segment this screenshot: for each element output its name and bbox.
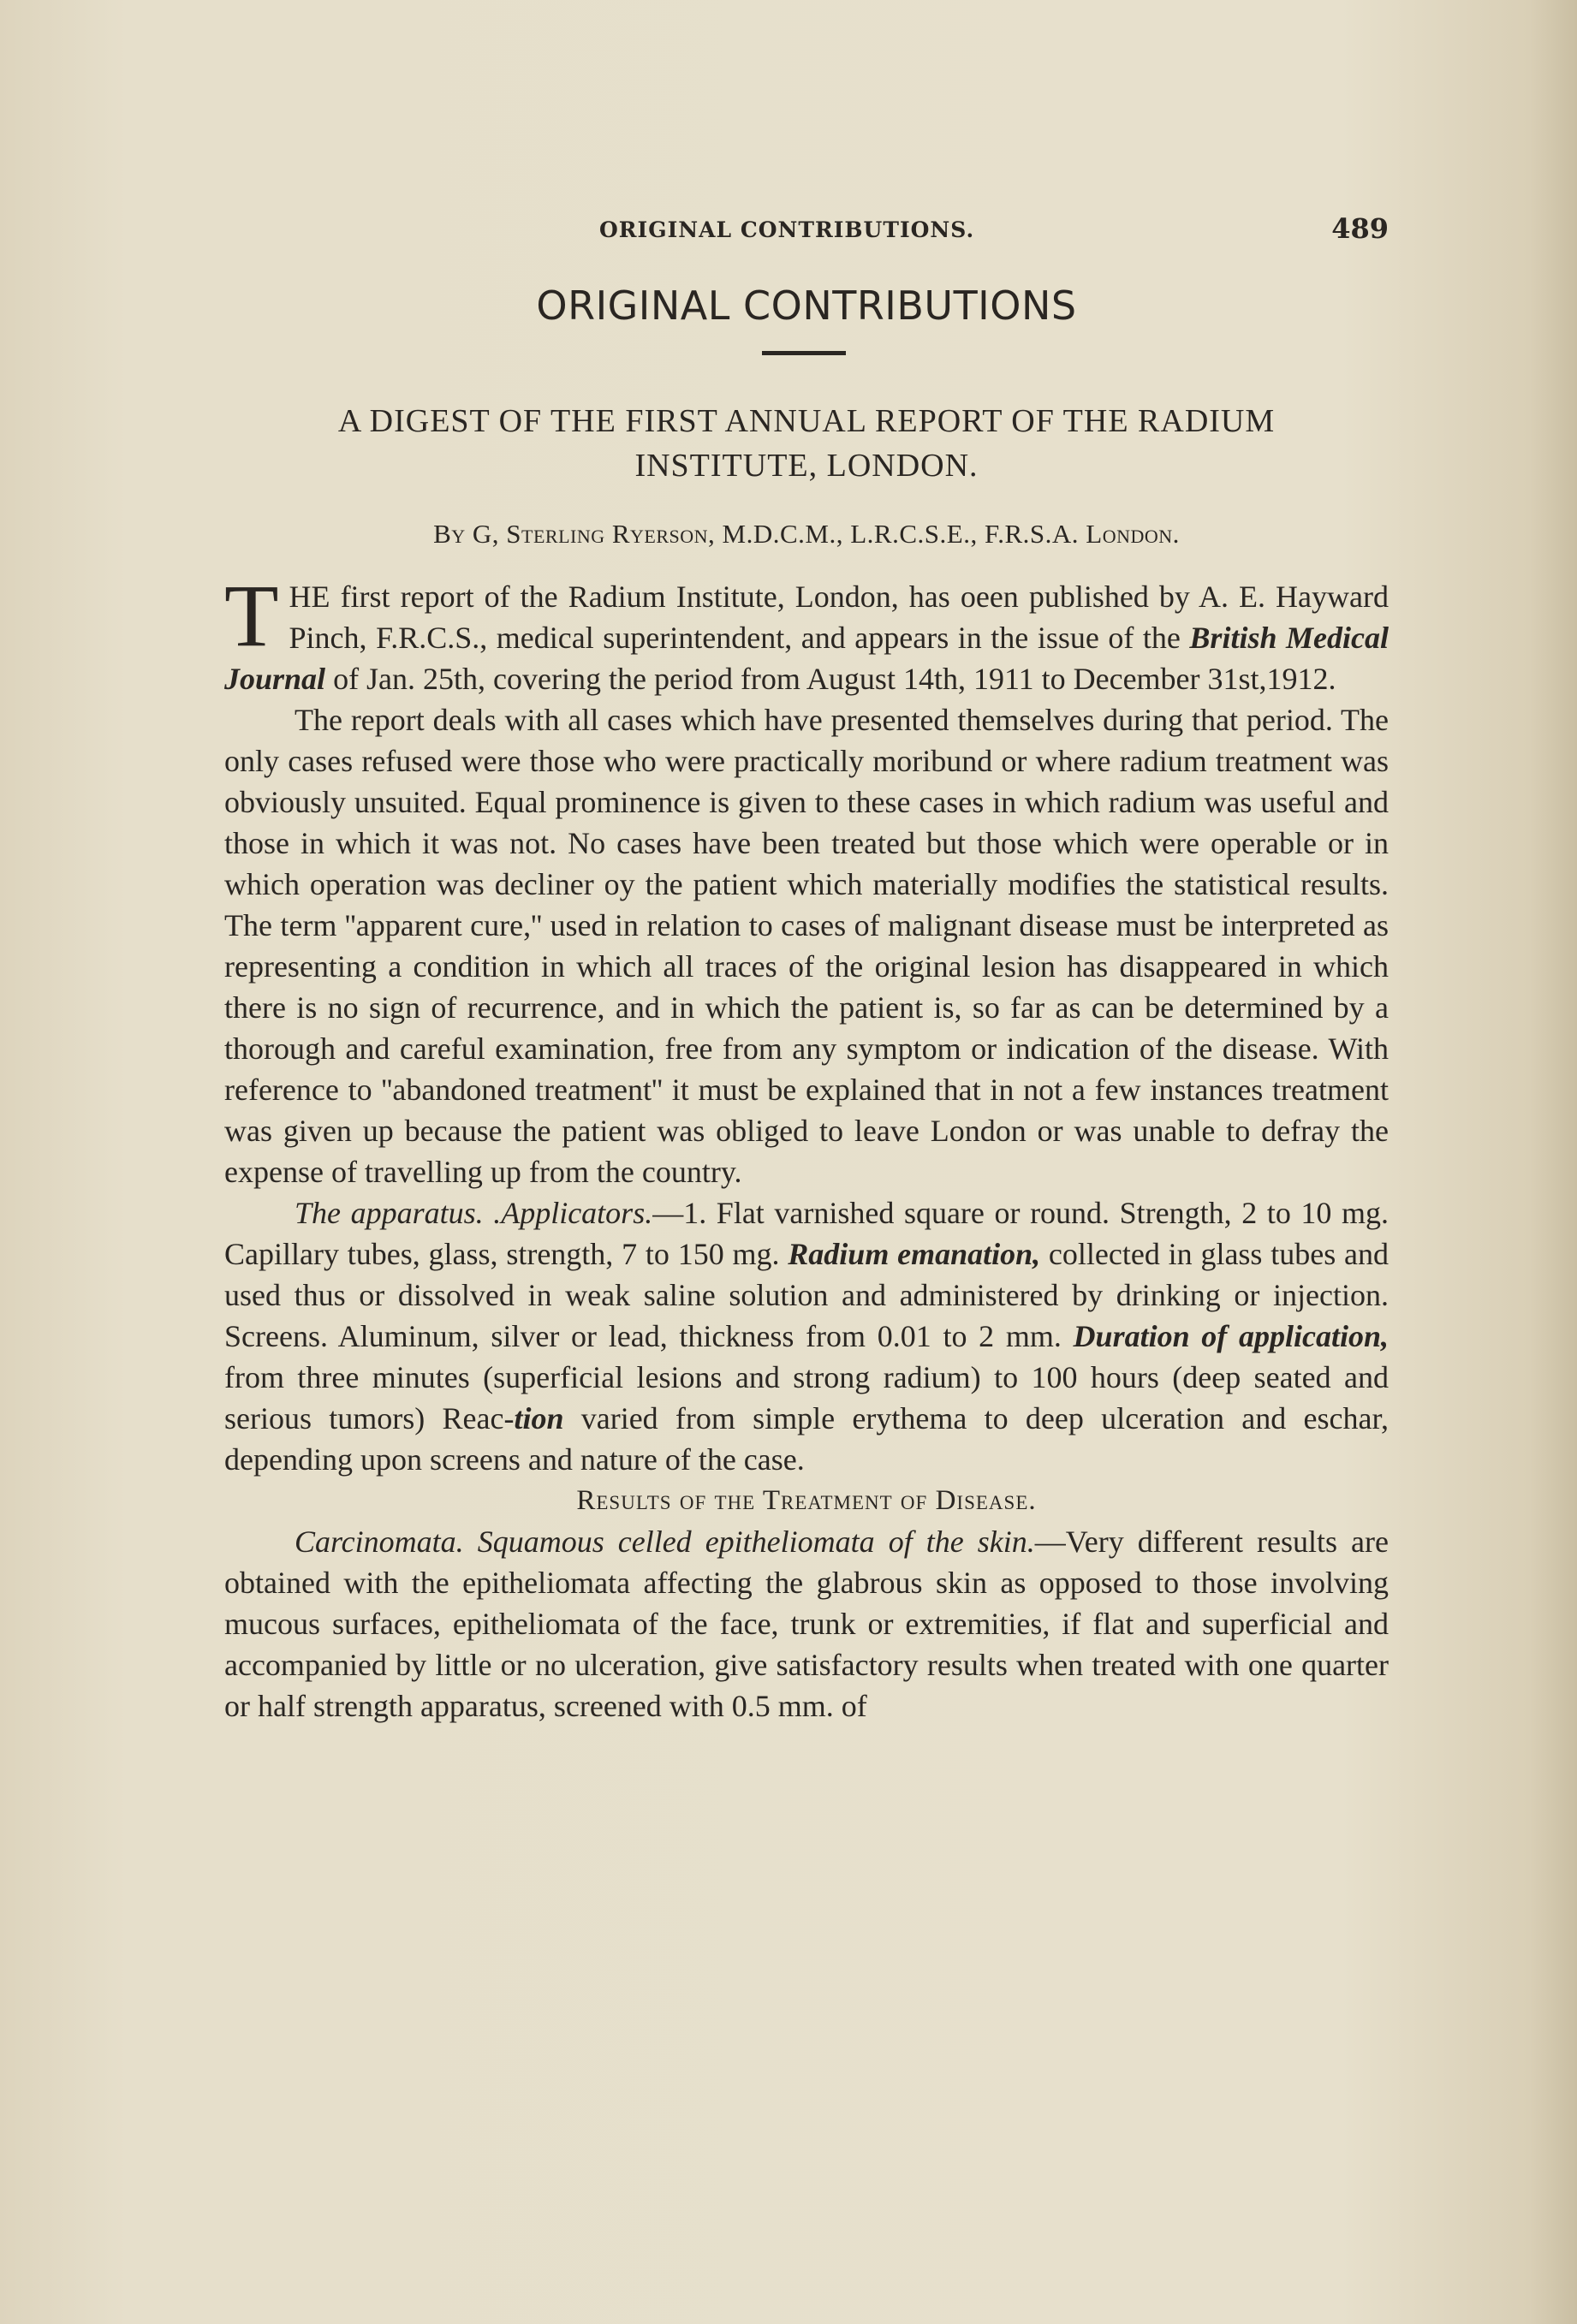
page-number: 489 xyxy=(1331,212,1389,245)
section-title: ORIGINAL CONTRIBUTIONS xyxy=(536,282,1077,329)
drop-cap: T xyxy=(224,567,279,665)
article-title-line-1: A DIGEST OF THE FIRST ANNUAL REPORT OF THE RADIUM xyxy=(337,403,1276,439)
apparatus-heading: The apparatus. .Applicators. xyxy=(295,1196,653,1230)
article-title xyxy=(224,399,1389,488)
journal-name: British Medical Journal xyxy=(224,621,1389,696)
running-head-title: ORIGINAL CONTRIBUTIONS. xyxy=(599,217,975,242)
paragraph-4 xyxy=(224,1521,1389,1727)
paragraph-1-text-a: HE first report of the Radium Institute, London, has oeen published by A. E. Hayward Pinch, F.R.C.S., medical superintendent, and appears in the issue of the xyxy=(289,580,1389,655)
paragraph-1-text-b: of Jan. 25th, covering the period from August 14th, 1911 to December 31st,1912. xyxy=(325,662,1336,696)
title-rule-divider xyxy=(762,351,846,355)
article-body xyxy=(224,567,1390,1727)
paragraph-1 xyxy=(224,567,1389,699)
paragraph-3-text-c: from three minutes (superficial lesions and strong radium) to 100 hours (deep seated and serious tumors) Reac- xyxy=(224,1360,1389,1435)
article-title-line-2: INSTITUTE, LONDON. xyxy=(634,448,979,484)
paragraph-3-text-a: —1. Flat varnished square or round. Strength, 2 to 10 mg. Capillary tubes, glass, strength, 7 to 150 mg. xyxy=(224,1196,1390,1271)
paragraph-2: The report deals with all cases which have presented themselves during that period. The only cases refused were those who were practically moribund or where radium treatment was obviously unsuited. Equal prominence is given to these cases in which radium was useful and those in which it was not. No cases have been treated but those which were operable or in which operation was decliner oy the patient which materially modifies the statistical results. The term ''apparent cure,'' used in relation to cases of malignant disease must be interpreted as representing a condition in which all traces of the original lesion has disappeared in which there is no sign of recurrence, and in which the patient is, so far as can be determined by a thorough and careful examination, free from any symptom or indication of the disease. With reference to ''abandoned treatment'' it must be explained that in not a few instances treatment was given up because the patient was obliged to leave London or was unable to defray the expense of travelling up from the country. xyxy=(224,703,1389,1189)
carcinomata-heading: Carcinomata. Squamous celled epitheliomata of the skin. xyxy=(295,1525,1035,1559)
radium-emanation-term: Radium emanation, xyxy=(788,1237,1041,1271)
results-subheading: Results of the Treatment of Disease. xyxy=(576,1485,1037,1516)
paragraph-3-text-d: varied from simple erythema to deep ulceration and eschar, depending upon screens and nature of the case. xyxy=(224,1401,1389,1477)
duration-term: Duration of application, xyxy=(1073,1319,1389,1353)
tion-fragment: tion xyxy=(514,1401,564,1435)
paragraph-3-text-b: collected in glass tubes and used thus or dissolved in weak saline solution and administered by drinking or injection. Screens. Aluminum, silver or lead, thickness from 0.01 to 2 mm. xyxy=(224,1237,1389,1353)
running-head xyxy=(224,212,1389,247)
author-byline: By G, Sterling Ryerson, M.D.C.M., L.R.C.S.E., F.R.S.A. London. xyxy=(433,519,1180,549)
paragraph-4-text: —Very different results are obtained with the epitheliomata affecting the glabrous skin as opposed to those involving mucous surfaces, epitheliomata of the face, trunk or extremities, if flat and superficial and accompanied by little or no ulceration, give satisfactory results when treated with one quarter or half strength apparatus, screened with 0.5 mm. of xyxy=(224,1525,1389,1723)
paragraph-3 xyxy=(224,1192,1389,1480)
